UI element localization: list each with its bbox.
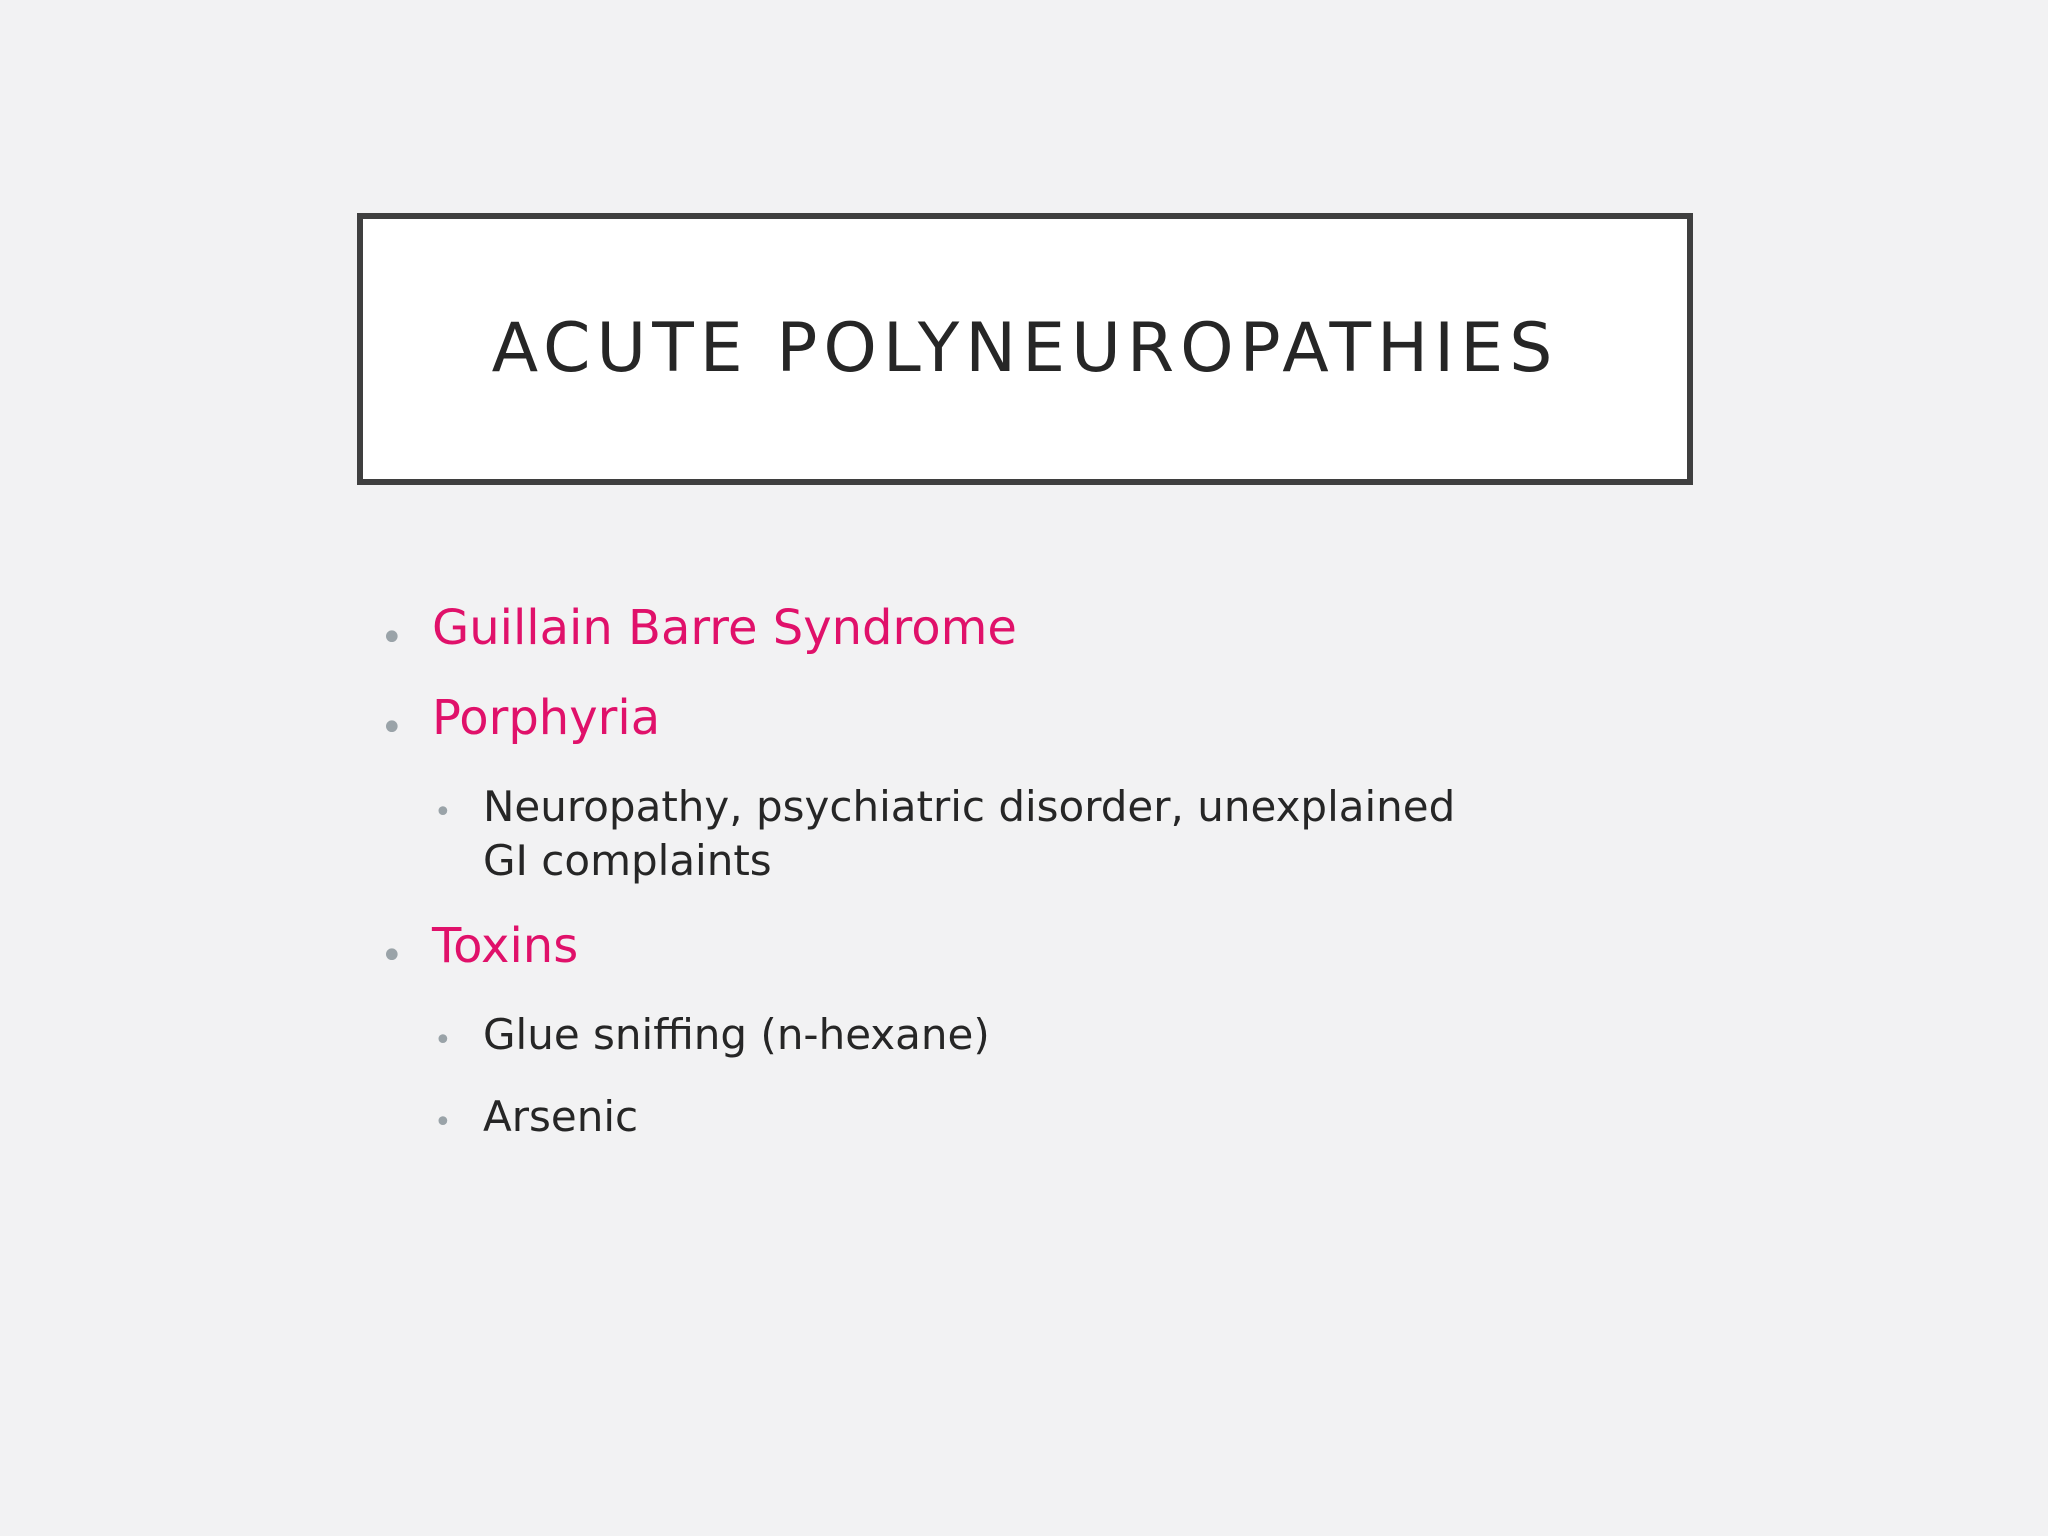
title-box	[357, 213, 1693, 485]
bullet-dot: •	[434, 1023, 452, 1058]
bullet-dot: •	[380, 933, 404, 979]
item-text: Glue sniffing (n-hexane)	[483, 1010, 990, 1059]
bullet-dot: •	[380, 615, 404, 661]
slide-title: ACUTE POLYNEUROPATHIES	[491, 309, 1559, 388]
bullet-dot: •	[434, 795, 452, 830]
item-text: Porphyria	[432, 690, 661, 746]
bullet-dot: •	[380, 705, 404, 751]
bullet-dot: •	[434, 1105, 452, 1140]
item-text: Guillain Barre Syndrome	[432, 600, 1017, 656]
item-text: Toxins	[432, 918, 579, 974]
item-text: Arsenic	[483, 1092, 639, 1141]
item-text: Neuropathy, psychiatric disorder, unexplained GI complaints	[483, 782, 1456, 885]
